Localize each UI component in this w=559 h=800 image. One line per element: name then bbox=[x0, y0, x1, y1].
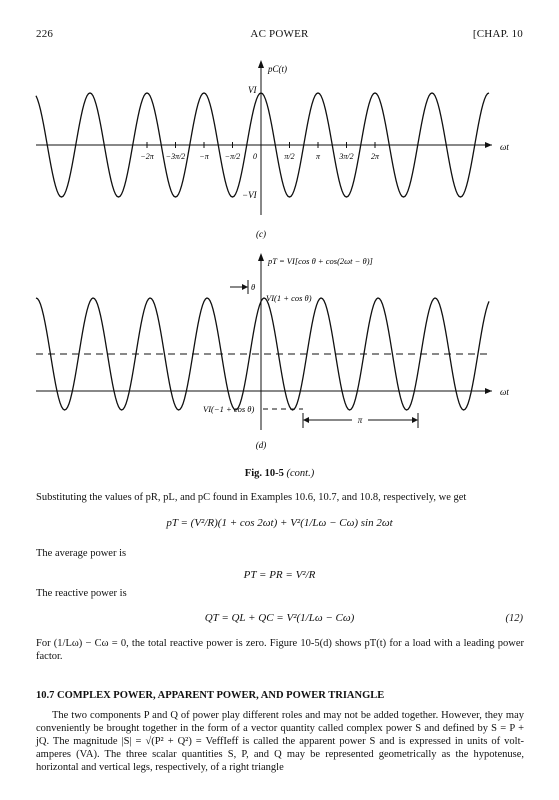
d-x-arrow bbox=[485, 388, 492, 394]
c-ylabel: pC(t) bbox=[268, 64, 287, 74]
c-tick-label: −π/2 bbox=[224, 152, 241, 161]
equation-2: PT = PR = V²/R bbox=[243, 569, 316, 581]
paragraph-3: The reactive power is bbox=[36, 588, 127, 599]
figure-d bbox=[36, 253, 509, 450]
c-sublabel: (c) bbox=[256, 229, 266, 239]
d-xlabel: ωt bbox=[500, 387, 509, 397]
c-vi-bottom: −VI bbox=[242, 190, 257, 200]
caption-note: (cont.) bbox=[286, 468, 315, 479]
c-tick-label: −π bbox=[199, 152, 209, 161]
figure-caption bbox=[0, 468, 559, 479]
period-label: π bbox=[357, 415, 363, 425]
page-number: 226 bbox=[36, 28, 54, 40]
caption-fig: Fig. 10-5 bbox=[244, 468, 284, 479]
c-y-arrow bbox=[258, 60, 264, 68]
d-curve bbox=[36, 298, 489, 410]
c-vi-top: VI bbox=[248, 85, 257, 95]
paragraph-1: Substituting the values of pR, pL, and pC found in Examples 10.6, 10.7, and 10.8, respectively, we get bbox=[36, 492, 467, 503]
chapter-label: [CHAP. 10 bbox=[472, 28, 523, 40]
c-xlabel: ωt bbox=[500, 142, 509, 152]
c-tick-label: π bbox=[315, 152, 321, 161]
period-arrow-right bbox=[412, 417, 418, 423]
c-x-arrow bbox=[485, 142, 492, 148]
c-tick-label: 2π bbox=[370, 152, 380, 161]
paragraph-5: The two components P and Q of power play different roles and may not be added together. However, they may conveniently be brought together in the form of a vector quantity called complex power S and defined by S = P + jQ. The magnitude |S| = √(P² + Q²) = VeffIeff is called the apparent power S and is expressed in units of volt-amperes (VA). The three scalar quantities S, P, and Q may be represented geometrically as the hypotenuse, horizontal and vertical legs, respectively, of a right triangle bbox=[36, 710, 524, 773]
figure-c bbox=[36, 60, 509, 239]
c-tick-label: 3π/2 bbox=[339, 152, 354, 161]
theta-arrowhead-left bbox=[242, 284, 248, 290]
c-tick-label: −2π bbox=[140, 152, 154, 161]
d-ylabel: pT = VI[cos θ + cos(2ωt − θ)] bbox=[268, 256, 373, 266]
running-title: AC POWER bbox=[250, 28, 309, 40]
c-tick-label: π/2 bbox=[284, 152, 295, 161]
d-sublabel: (d) bbox=[255, 440, 267, 450]
paragraph-4: For (1/Lω) − Cω = 0, the total reactive power is zero. Figure 10-5(d) shows pT(t) for a load with a leading power factor. bbox=[36, 638, 524, 662]
theta-label: θ bbox=[251, 282, 256, 292]
d-lower-label: VI(−1 + cos θ) bbox=[203, 404, 255, 414]
c-tick-label: 0 bbox=[253, 152, 257, 161]
equation-1: pT = (V²/R)(1 + cos 2ωt) + V²(1/Lω − Cω) sin 2ωt bbox=[166, 517, 393, 529]
equation-3-number: (12) bbox=[505, 613, 523, 624]
d-y-arrow bbox=[258, 253, 264, 261]
d-upper-label: VI(1 + cos θ) bbox=[266, 293, 312, 303]
paragraph-2: The average power is bbox=[36, 548, 127, 559]
equation-3: QT = QL + QC = V²(1/Lω − Cω) bbox=[204, 612, 355, 624]
period-arrow-left bbox=[303, 417, 309, 423]
section-heading: 10.7 COMPLEX POWER, APPARENT POWER, AND POWER TRIANGLE bbox=[36, 690, 385, 701]
c-tick-label: −3π/2 bbox=[165, 152, 186, 161]
